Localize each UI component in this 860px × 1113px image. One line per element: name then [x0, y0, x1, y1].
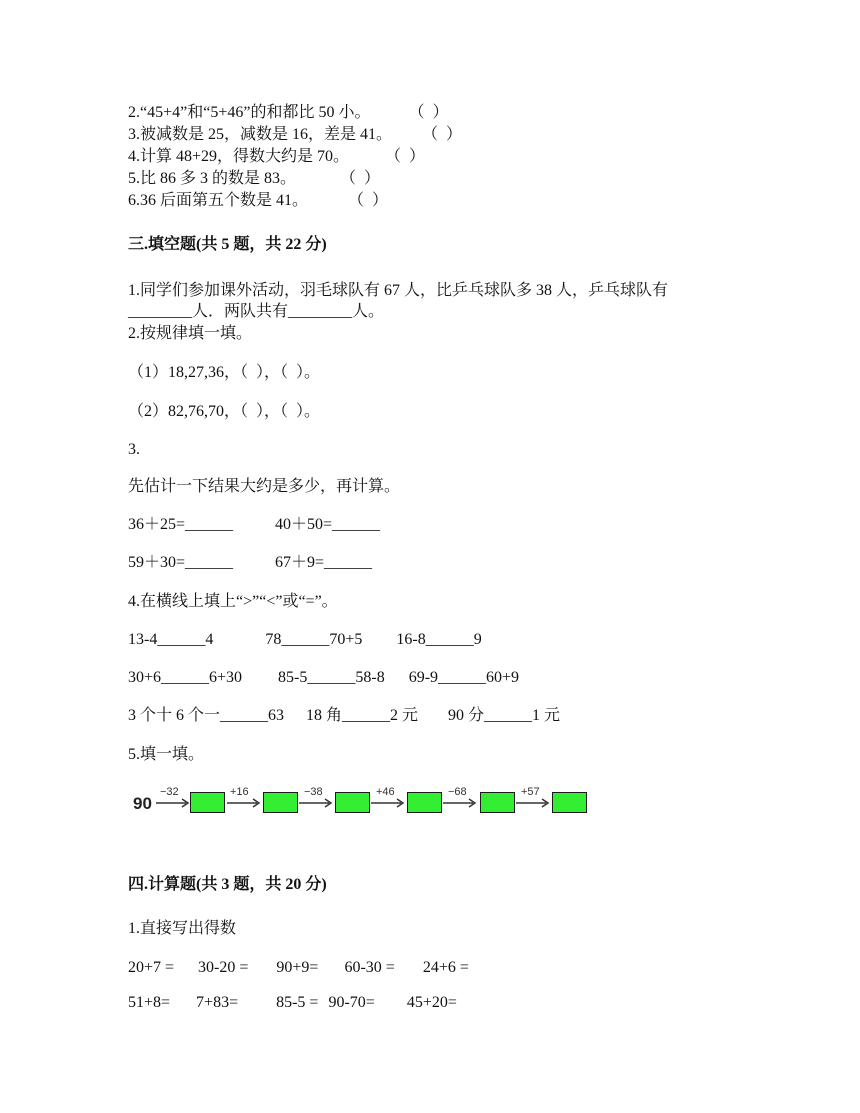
answer-box-5[interactable]	[480, 792, 515, 813]
question-1-line-1: 1.同学们参加课外活动，羽毛球队有 67 人，比乒乓球队多 38 人，乒乓球队有	[128, 282, 669, 299]
answer-paren: （ ）	[340, 170, 381, 187]
judge-item-5: 5.比 86 多 3 的数是 83。 （ ）	[128, 170, 381, 187]
compare-row-1: 13-4______4 78______70+5 16-8______9	[128, 631, 482, 648]
arrow-icon	[371, 798, 405, 808]
question-3-number: 3.	[128, 441, 140, 458]
judge-item-2: 2.“45+4”和“5+46”的和都比 50 小。 （ ）	[128, 104, 449, 121]
judge-item-4: 4.计算 48+29，得数大约是 70。 （ ）	[128, 148, 426, 165]
chain-op-6: +57	[521, 786, 540, 798]
section-title-fill-blank: 三.填空题(共 5 题，共 22 分)	[128, 236, 327, 253]
chain-op-5: −68	[448, 786, 467, 798]
answer-paren: （ ）	[408, 104, 449, 121]
calc-question-title: 1.直接写出得数	[128, 920, 237, 937]
question-4-title: 4.在横线上填上“>”“<”或“=”。	[128, 593, 338, 610]
compare-row-2: 30+6______6+30 85-5______58-8 69-9______60+9	[128, 669, 520, 686]
answer-box-4[interactable]	[407, 792, 442, 813]
judge-item-6: 6.36 后面第五个数是 41。 （ ）	[128, 192, 389, 209]
arrow-icon	[156, 798, 190, 808]
arrow-icon	[516, 798, 550, 808]
arrow-icon	[299, 798, 333, 808]
chain-op-4: +46	[376, 786, 395, 798]
arrow-icon	[227, 798, 261, 808]
estimate-row-2: 59＋30=______ 67＋9=______	[128, 554, 373, 571]
chain-start-number: 90	[133, 794, 152, 813]
question-2-part-1: （1）18,27,36，（ ），（ ）。	[128, 364, 321, 381]
judge-item-3: 3.被减数是 25，减数是 16，差是 41。 （ ）	[128, 126, 463, 143]
answer-paren: （ ）	[422, 126, 463, 143]
section-title-calculation: 四.计算题(共 3 题，共 20 分)	[128, 876, 327, 893]
chain-op-2: +16	[230, 786, 249, 798]
question-3-title: 先估计一下结果大约是多少，再计算。	[128, 478, 401, 495]
question-2-title: 2.按规律填一填。	[128, 325, 253, 342]
chain-op-1: −32	[160, 786, 179, 798]
operation-chain-diagram	[130, 786, 600, 822]
answer-paren: （ ）	[385, 148, 426, 165]
question-2-part-2: （2）82,76,70，（ ），（ ）。	[128, 403, 321, 420]
answer-box-1[interactable]	[190, 792, 225, 813]
calc-row-2: 51+8= 7+83= 85-5 = 90-70= 45+20=	[128, 994, 457, 1011]
question-5-title: 5.填一填。	[128, 746, 205, 763]
answer-box-6[interactable]	[552, 792, 587, 813]
question-1-line-2: ________人．两队共有________人。	[128, 303, 385, 320]
calc-row-1: 20+7 = 30-20 = 90+9= 60-30 = 24+6 =	[128, 959, 469, 976]
answer-box-2[interactable]	[263, 792, 298, 813]
chain-op-3: −38	[304, 786, 323, 798]
arrow-icon	[443, 798, 477, 808]
estimate-row-1: 36＋25=______ 40＋50=______	[128, 516, 381, 533]
answer-paren: （ ）	[348, 192, 389, 209]
compare-row-3: 3 个十 6 个一______63 18 角______2 元 90 分______1 元	[128, 707, 561, 724]
answer-box-3[interactable]	[335, 792, 370, 813]
